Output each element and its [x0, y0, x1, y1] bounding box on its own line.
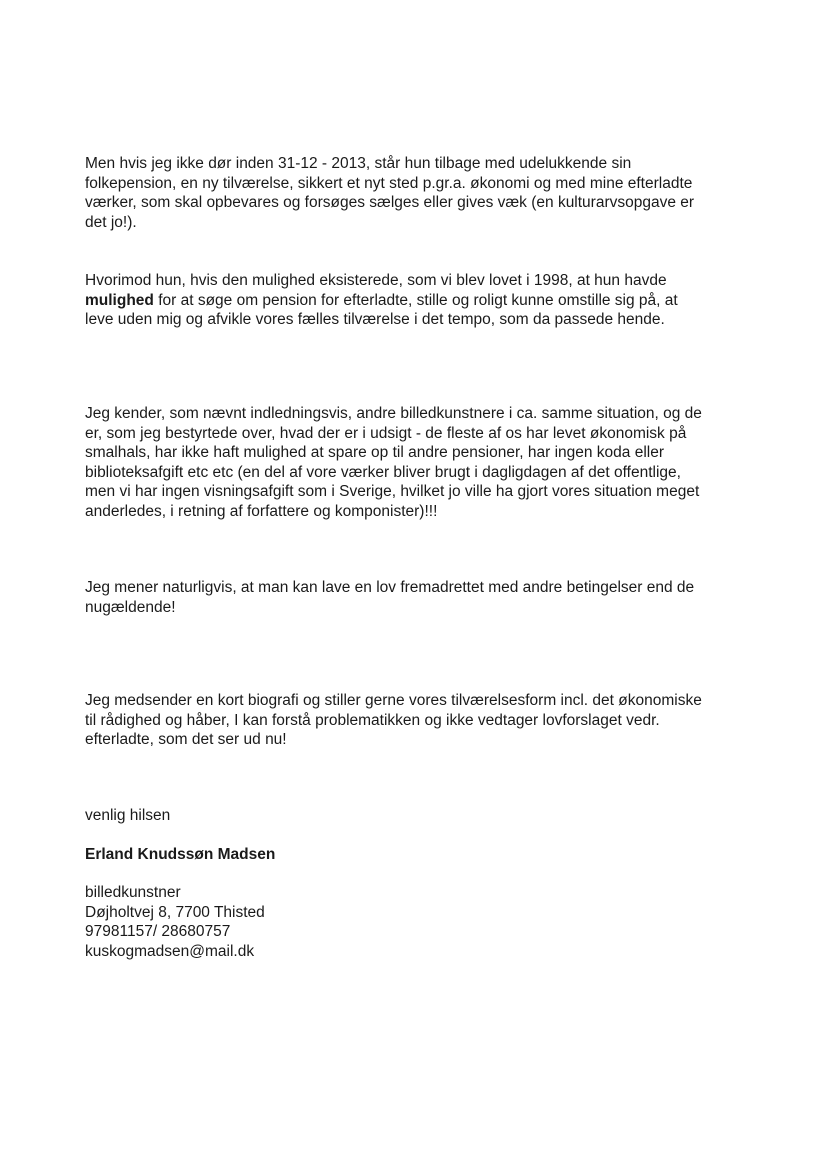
text-line: folkepension, en ny tilværelse, sikkert et nyt sted p.gr.a. økonomi og med mine efterladte — [85, 174, 693, 192]
text-line: til rådighed og håber, I kan forstå problematikken og ikke vedtager lovforslaget vedr. — [85, 711, 660, 729]
signer-address: Døjholtvej 8, 7700 Thisted — [85, 903, 265, 921]
text-line: det jo!). — [85, 213, 137, 231]
closing-salutation: venlig hilsen — [85, 807, 171, 824]
signer-phone: 97981157/ 28680757 — [85, 923, 231, 941]
text-line: leve uden mig og afvikle vores fælles tilværelse i det tempo, som da passede hende. — [85, 311, 665, 329]
text-line: efterladte, som det ser ud nu! — [85, 731, 287, 749]
text-line: Hvorimod hun, hvis den mulighed eksisterede, som vi blev lovet i 1998, at hun havde — [85, 272, 667, 289]
text-line: Jeg kender, som nævnt indledningsvis, andre billedkunstnere i ca. samme situation, og de — [85, 405, 702, 422]
text-line: Men hvis jeg ikke dør inden 31-12 - 2013, står hun tilbage med udelukkende sin — [85, 155, 632, 172]
text-line: værker, som skal opbevares og forsøges sælges eller gives væk (en kulturarvsopgave er — [85, 194, 695, 212]
text-fragment: for at søge om pension for efterladte, stille og roligt kunne omstille sig på, at — [153, 291, 678, 309]
text-line: Jeg mener naturligvis, at man kan lave en lov fremadrettet med andre betingelser end de — [85, 579, 695, 596]
text-line-mixed — [85, 291, 765, 311]
signer-name: Erland Knudssøn Madsen — [85, 846, 276, 863]
contact-block — [85, 883, 765, 961]
emphasized-word: mulighed — [85, 291, 154, 309]
text-line: er, som jeg bestyrtede over, hvad der er i udsigt - de fleste af os har levet økonomisk på — [85, 424, 687, 442]
text-line: nugældende! — [85, 598, 176, 616]
paragraph-other-artists — [85, 404, 765, 522]
signer-email: kuskogmadsen@mail.dk — [85, 942, 255, 960]
text-line: smalhals, har ikke haft mulighed at spare op til andre pensioner, har ingen koda eller — [85, 444, 665, 462]
paragraph-law-opinion — [85, 578, 765, 617]
paragraph-survivor-option — [85, 271, 765, 330]
paragraph-enclosure — [85, 691, 765, 750]
text-line: Jeg medsender en kort biografi og stiller gerne vores tilværelsesform incl. det økonomiske — [85, 692, 702, 709]
text-line: biblioteksafgift etc etc (en del af vore værker bliver brugt i dagligdagen af det offentlige, — [85, 463, 681, 481]
text-line: men vi har ingen visningsafgift som i Sverige, hvilket jo ville ha gjort vores situation meget — [85, 483, 700, 501]
signer-title: billedkunstner — [85, 884, 181, 901]
text-line: anderledes, i retning af forfattere og komponister)!!! — [85, 502, 438, 520]
paragraph-pension-situation — [85, 154, 765, 232]
